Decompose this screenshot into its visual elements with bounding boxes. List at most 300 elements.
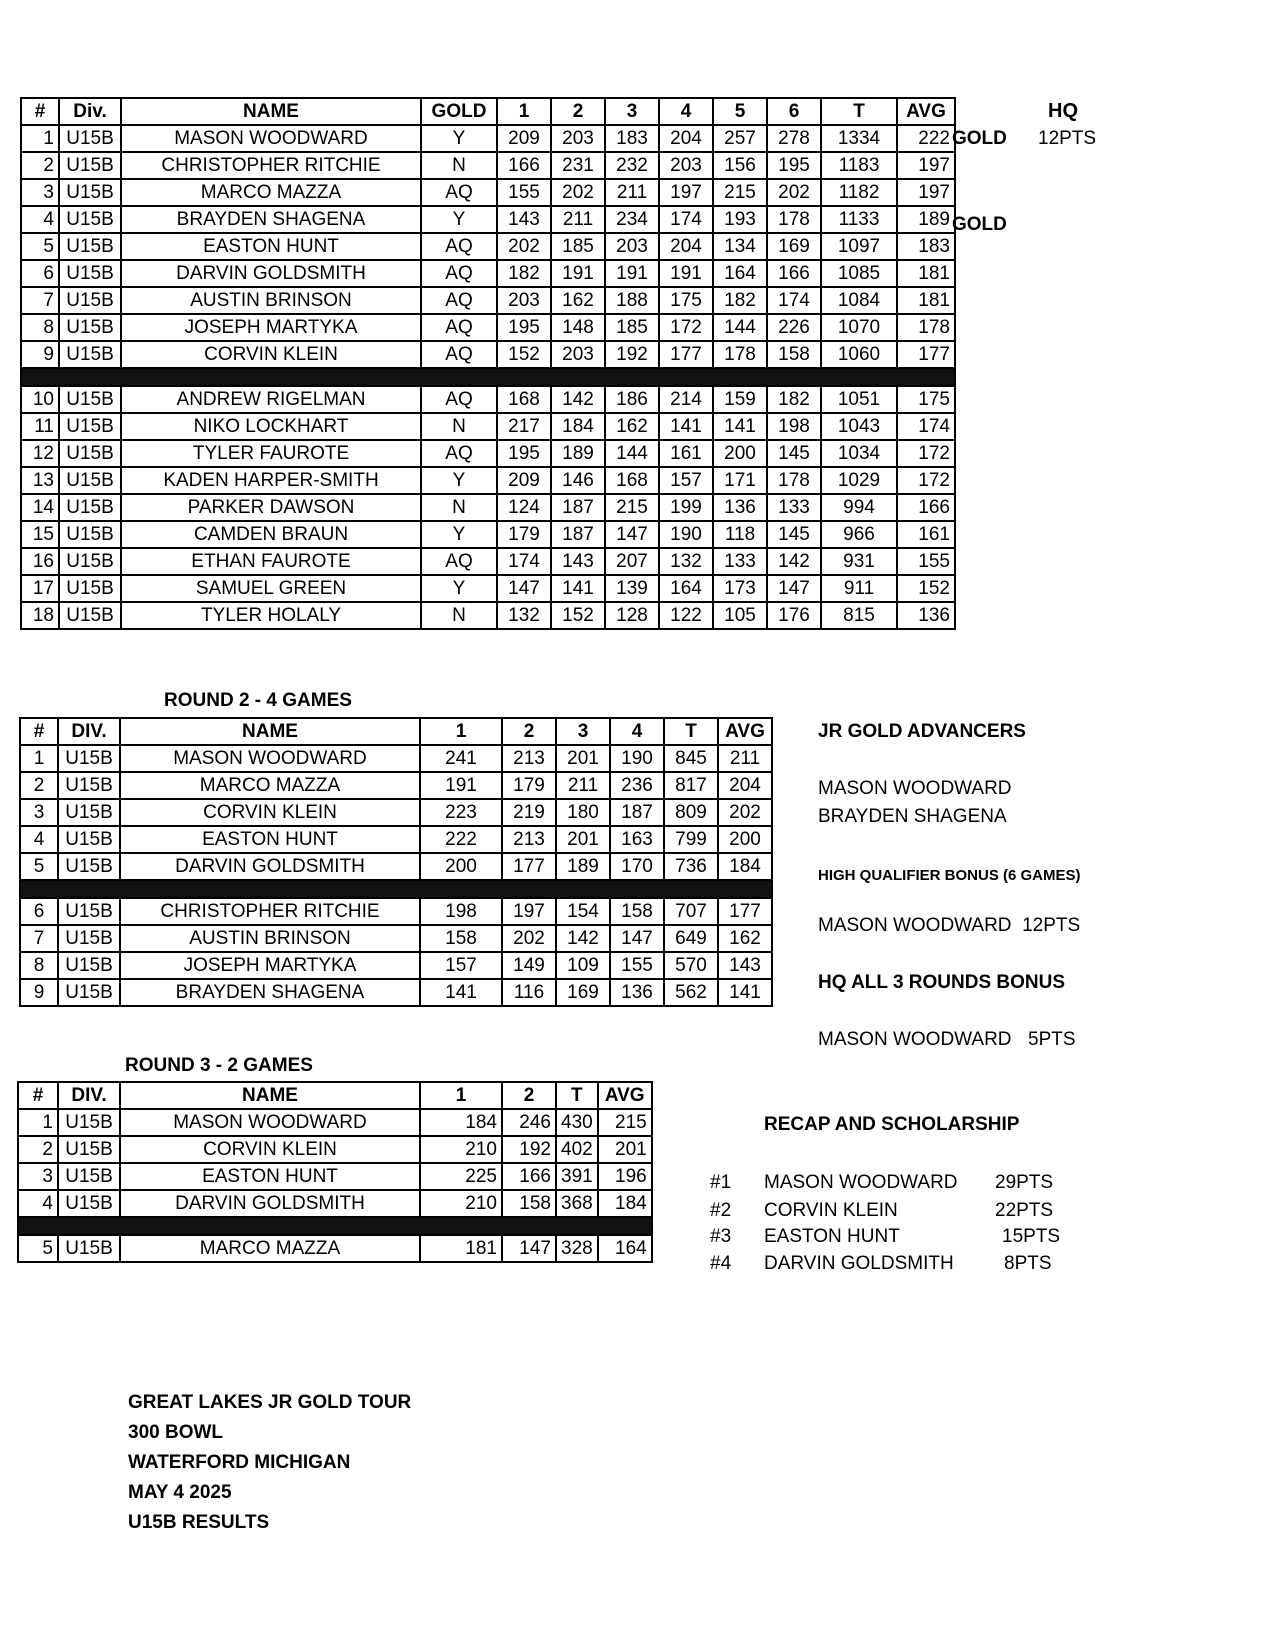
recap-rank-3: #3	[710, 1226, 732, 1247]
recap-rank-2: #2	[710, 1200, 732, 1221]
round1-cell: 1084	[821, 287, 897, 314]
round1-cell: Y	[421, 206, 497, 233]
round2-cell: U15B	[58, 979, 120, 1006]
round2-cell: 219	[502, 799, 556, 826]
round2-cell: 169	[556, 979, 610, 1006]
round1-cell: 190	[659, 521, 713, 548]
round2-col-header: AVG	[718, 718, 772, 745]
round1-cell: U15B	[59, 287, 121, 314]
round3-cell: 181	[420, 1235, 502, 1262]
round2-cell: 141	[420, 979, 502, 1006]
round3-col-header: DIV.	[58, 1082, 120, 1109]
round3-col-header: #	[18, 1082, 58, 1109]
round1-cell: U15B	[59, 548, 121, 575]
round2-cell: U15B	[58, 898, 120, 925]
round2-cell: 649	[664, 925, 718, 952]
round1-cell: AQ	[421, 548, 497, 575]
recap-name-4: DARVIN GOLDSMITH	[764, 1253, 954, 1274]
round1-cell: 1029	[821, 467, 897, 494]
round2-cell: 3	[20, 799, 58, 826]
round1-cell: 192	[605, 341, 659, 368]
round3-cell: 158	[502, 1190, 556, 1217]
round1-cell: AQ	[421, 233, 497, 260]
round3-cell: 225	[420, 1163, 502, 1190]
round1-cell: 174	[767, 287, 821, 314]
round2-cell: 5	[20, 853, 58, 880]
round1-cell: 231	[551, 152, 605, 179]
round2-cell: 2	[20, 772, 58, 799]
round2-cell: 179	[502, 772, 556, 799]
round1-cell: 9	[21, 341, 59, 368]
round1-cell: MARCO MAZZA	[121, 179, 421, 206]
round1-cell: U15B	[59, 521, 121, 548]
round1-cell: 139	[605, 575, 659, 602]
round2-cell: 201	[556, 745, 610, 772]
round1-row	[21, 287, 955, 314]
round1-cell: 136	[713, 494, 767, 521]
round1-cell: 911	[821, 575, 897, 602]
round1-cell: 222	[897, 125, 955, 152]
round2-cell: 162	[718, 925, 772, 952]
recap-pts-3: 15PTS	[1002, 1226, 1061, 1247]
round2-cell: 736	[664, 853, 718, 880]
round1-cell: 142	[551, 386, 605, 413]
round2-cell: U15B	[58, 799, 120, 826]
round2-cell: 202	[502, 925, 556, 952]
round2-cell: 201	[556, 826, 610, 853]
round1-cell: 200	[713, 440, 767, 467]
round1-cell: 1070	[821, 314, 897, 341]
round1-cell: CORVIN KLEIN	[121, 341, 421, 368]
round1-cell: 161	[897, 521, 955, 548]
footer-line-tour: GREAT LAKES JR GOLD TOUR	[128, 1392, 412, 1413]
round2-cell: 190	[610, 745, 664, 772]
round1-cell: N	[421, 602, 497, 629]
round1-cell: 161	[659, 440, 713, 467]
round1-cell: 136	[897, 602, 955, 629]
round2-cell: 163	[610, 826, 664, 853]
round1-cell: 217	[497, 413, 551, 440]
round3-cell: 4	[18, 1190, 58, 1217]
round1-cell: DARVIN GOLDSMITH	[121, 260, 421, 287]
round3-cell: CORVIN KLEIN	[120, 1136, 420, 1163]
round2-cell: U15B	[58, 853, 120, 880]
round1-cell: 191	[659, 260, 713, 287]
round1-cell: 1060	[821, 341, 897, 368]
round1-cell: 132	[497, 602, 551, 629]
round2-cell: 154	[556, 898, 610, 925]
round1-cell: 12	[21, 440, 59, 467]
round1-cell: 189	[897, 206, 955, 233]
round1-col-header: 5	[713, 98, 767, 125]
round1-cell: 172	[897, 467, 955, 494]
round1-cell: 175	[897, 386, 955, 413]
round1-cell: 203	[605, 233, 659, 260]
round1-cell: 143	[497, 206, 551, 233]
recap-title: RECAP AND SCHOLARSHIP	[764, 1114, 1020, 1135]
hq-all-pts: 5PTS	[1028, 1029, 1076, 1050]
round2-cell: 170	[610, 853, 664, 880]
round1-row	[21, 206, 955, 233]
round2-cell: 8	[20, 952, 58, 979]
round1-cell: AQ	[421, 314, 497, 341]
event-footer	[128, 1388, 411, 1538]
round2-cell: 4	[20, 826, 58, 853]
round1-cell: 16	[21, 548, 59, 575]
round1-cell: 11	[21, 413, 59, 440]
round1-cell: 8	[21, 314, 59, 341]
recap-name-1: MASON WOODWARD	[764, 1172, 958, 1193]
round2-cut-line	[20, 880, 772, 898]
round1-row	[21, 314, 955, 341]
round1-cell: 147	[605, 521, 659, 548]
round2-col-header: 4	[610, 718, 664, 745]
round1-col-header: T	[821, 98, 897, 125]
round1-cell: 1182	[821, 179, 897, 206]
round2-row	[20, 853, 772, 880]
round2-cell: 116	[502, 979, 556, 1006]
round1-cell: 185	[605, 314, 659, 341]
round1-col-header: 6	[767, 98, 821, 125]
round1-cell: 234	[605, 206, 659, 233]
round1-cell: 1043	[821, 413, 897, 440]
round1-cell: 105	[713, 602, 767, 629]
round3-col-header: T	[556, 1082, 598, 1109]
round1-cell: 1133	[821, 206, 897, 233]
round1-cell: CHRISTOPHER RITCHIE	[121, 152, 421, 179]
round2-cell: 143	[718, 952, 772, 979]
round2-cell: 213	[502, 826, 556, 853]
gold-label-row4: GOLD	[952, 214, 1007, 235]
round1-cell: 209	[497, 467, 551, 494]
round3-col-header: 2	[502, 1082, 556, 1109]
round2-col-header: DIV.	[58, 718, 120, 745]
round1-cell: U15B	[59, 467, 121, 494]
footer-line-location: WATERFORD MICHIGAN	[128, 1452, 351, 1473]
round2-header-row	[20, 718, 772, 745]
round3-body	[18, 1109, 652, 1262]
footer-line-results: U15B RESULTS	[128, 1512, 270, 1533]
round1-cell: 7	[21, 287, 59, 314]
round2-cell: JOSEPH MARTYKA	[120, 952, 420, 979]
round2-cell: 707	[664, 898, 718, 925]
round1-cell: 199	[659, 494, 713, 521]
round2-cell: U15B	[58, 745, 120, 772]
round3-cell: 166	[502, 1163, 556, 1190]
round2-cell: 177	[718, 898, 772, 925]
recap-pts-1: 29PTS	[995, 1172, 1054, 1193]
round2-cell: 1	[20, 745, 58, 772]
round1-row	[21, 440, 955, 467]
round1-cell: 1	[21, 125, 59, 152]
round1-row	[21, 413, 955, 440]
round1-cell: 181	[897, 260, 955, 287]
round1-cell: BRAYDEN SHAGENA	[121, 206, 421, 233]
round2-cell: U15B	[58, 952, 120, 979]
round1-cell: 174	[497, 548, 551, 575]
round1-cell: 15	[21, 521, 59, 548]
round1-cell: 179	[497, 521, 551, 548]
round2-cell: 177	[502, 853, 556, 880]
round2-row	[20, 979, 772, 1006]
round2-cell: AUSTIN BRINSON	[120, 925, 420, 952]
round1-col-header: AVG	[897, 98, 955, 125]
round1-cell: NIKO LOCKHART	[121, 413, 421, 440]
round2-col-header: T	[664, 718, 718, 745]
round1-cell: 5	[21, 233, 59, 260]
round1-cell: U15B	[59, 440, 121, 467]
round3-cell: 391	[556, 1163, 598, 1190]
round1-cell: CAMDEN BRAUN	[121, 521, 421, 548]
round1-cell: 211	[551, 206, 605, 233]
round2-cell: MARCO MAZZA	[120, 772, 420, 799]
round1-cell: 182	[767, 386, 821, 413]
round1-cell: 226	[767, 314, 821, 341]
round3-cell: 402	[556, 1136, 598, 1163]
round3-cell: 3	[18, 1163, 58, 1190]
round3-header-row	[18, 1082, 652, 1109]
round3-cell: DARVIN GOLDSMITH	[120, 1190, 420, 1217]
round2-row	[20, 745, 772, 772]
round3-col-header: 1	[420, 1082, 502, 1109]
round2-cell: CHRISTOPHER RITCHIE	[120, 898, 420, 925]
round1-cell: 188	[605, 287, 659, 314]
round1-col-header: 2	[551, 98, 605, 125]
round1-cell: 203	[551, 125, 605, 152]
round1-cell: 144	[605, 440, 659, 467]
round2-title: ROUND 2 - 4 GAMES	[164, 690, 352, 711]
round3-cell: MARCO MAZZA	[120, 1235, 420, 1262]
round1-cell: 181	[897, 287, 955, 314]
round1-cell: 148	[551, 314, 605, 341]
round1-cell: 162	[605, 413, 659, 440]
round3-cell: U15B	[58, 1190, 120, 1217]
round1-cell: U15B	[59, 206, 121, 233]
round2-cell: 197	[502, 898, 556, 925]
round1-col-header: 1	[497, 98, 551, 125]
round1-cell: 152	[497, 341, 551, 368]
round2-cell: 223	[420, 799, 502, 826]
round3-cell: 246	[502, 1109, 556, 1136]
round1-cell: 172	[897, 440, 955, 467]
recap-name-2: CORVIN KLEIN	[764, 1200, 898, 1221]
round2-cell: 222	[420, 826, 502, 853]
round1-cell: 174	[659, 206, 713, 233]
round3-table	[17, 1081, 653, 1263]
round1-cell: 166	[767, 260, 821, 287]
round2-cut-bar	[20, 880, 772, 898]
round2-row	[20, 826, 772, 853]
round1-row	[21, 386, 955, 413]
round1-cell: 815	[821, 602, 897, 629]
round1-cell: 214	[659, 386, 713, 413]
round2-cell: 845	[664, 745, 718, 772]
round1-cell: U15B	[59, 179, 121, 206]
round2-cell: 180	[556, 799, 610, 826]
round1-row	[21, 494, 955, 521]
round2-cell: 147	[610, 925, 664, 952]
round2-cell: MASON WOODWARD	[120, 745, 420, 772]
round2-col-header: 3	[556, 718, 610, 745]
round1-cell: 168	[497, 386, 551, 413]
round1-cell: 1051	[821, 386, 897, 413]
round1-cell: 195	[497, 440, 551, 467]
round2-cell: U15B	[58, 826, 120, 853]
round3-row	[18, 1235, 652, 1262]
round1-cell: 147	[767, 575, 821, 602]
round2-cell: 236	[610, 772, 664, 799]
round1-cell: 211	[605, 179, 659, 206]
round1-cell: U15B	[59, 386, 121, 413]
round1-cell: 215	[713, 179, 767, 206]
round1-cell: 172	[659, 314, 713, 341]
round1-cell: 164	[713, 260, 767, 287]
round3-cell: 430	[556, 1109, 598, 1136]
round1-cell: 171	[713, 467, 767, 494]
round1-cell: 141	[713, 413, 767, 440]
round1-cell: 122	[659, 602, 713, 629]
round1-cell: 146	[551, 467, 605, 494]
round1-cell: 169	[767, 233, 821, 260]
round1-cut-line	[21, 368, 955, 386]
round1-cell: AUSTIN BRINSON	[121, 287, 421, 314]
advancers-title: JR GOLD ADVANCERS	[818, 721, 1026, 742]
round1-cell: 189	[551, 440, 605, 467]
round1-cell: N	[421, 494, 497, 521]
round3-cell: 210	[420, 1190, 502, 1217]
round3-cell: 192	[502, 1136, 556, 1163]
round1-cell: U15B	[59, 341, 121, 368]
round3-cut-bar	[18, 1217, 652, 1235]
advancer-2: BRAYDEN SHAGENA	[818, 806, 1007, 827]
round1-cell: 173	[713, 575, 767, 602]
round1-cell: KADEN HARPER-SMITH	[121, 467, 421, 494]
round1-cell: AQ	[421, 287, 497, 314]
round3-cell: 368	[556, 1190, 598, 1217]
round1-row	[21, 179, 955, 206]
round3-row	[18, 1136, 652, 1163]
round1-cell: 142	[767, 548, 821, 575]
round2-cell: 158	[420, 925, 502, 952]
round1-cell: 182	[497, 260, 551, 287]
recap-pts-2: 22PTS	[995, 1200, 1054, 1221]
round1-cell: 164	[659, 575, 713, 602]
recap-rank-1: #1	[710, 1172, 732, 1193]
round1-cell: 166	[497, 152, 551, 179]
round1-cell: 197	[897, 152, 955, 179]
round1-cell: 183	[605, 125, 659, 152]
round1-cell: 182	[713, 287, 767, 314]
round1-cell: 133	[713, 548, 767, 575]
round1-cell: 197	[659, 179, 713, 206]
round1-cell: 3	[21, 179, 59, 206]
round1-cell: 141	[659, 413, 713, 440]
round2-cell: 570	[664, 952, 718, 979]
round1-cell: 18	[21, 602, 59, 629]
round1-cell: 178	[713, 341, 767, 368]
round1-cell: 6	[21, 260, 59, 287]
round1-cell: 202	[497, 233, 551, 260]
hq-all-name: MASON WOODWARD	[818, 1029, 1012, 1050]
round2-row	[20, 799, 772, 826]
round1-cell: U15B	[59, 602, 121, 629]
round2-cell: 799	[664, 826, 718, 853]
round1-cell: U15B	[59, 152, 121, 179]
round2-cell: 9	[20, 979, 58, 1006]
round1-cell: TYLER FAUROTE	[121, 440, 421, 467]
round1-cell: 134	[713, 233, 767, 260]
round2-cell: BRAYDEN SHAGENA	[120, 979, 420, 1006]
round2-cell: 200	[718, 826, 772, 853]
round3-cell: 147	[502, 1235, 556, 1262]
round1-cell: 13	[21, 467, 59, 494]
round1-row	[21, 341, 955, 368]
round1-cell: U15B	[59, 314, 121, 341]
round1-cell: 174	[897, 413, 955, 440]
round1-cell: 931	[821, 548, 897, 575]
round2-cell: 158	[610, 898, 664, 925]
round2-cell: 562	[664, 979, 718, 1006]
round1-cell: SAMUEL GREEN	[121, 575, 421, 602]
round2-cell: 187	[610, 799, 664, 826]
round1-cell: 158	[767, 341, 821, 368]
round1-cell: 156	[713, 152, 767, 179]
round1-cell: 195	[497, 314, 551, 341]
round1-cell: 168	[605, 467, 659, 494]
round3-cell: 1	[18, 1109, 58, 1136]
round1-cell: TYLER HOLALY	[121, 602, 421, 629]
round1-cell: 1183	[821, 152, 897, 179]
round1-col-header: Div.	[59, 98, 121, 125]
round1-cell: 204	[659, 233, 713, 260]
round1-cell: 133	[767, 494, 821, 521]
round1-cell: N	[421, 152, 497, 179]
round3-cell: 184	[420, 1109, 502, 1136]
round1-cell: 203	[551, 341, 605, 368]
round1-cell: 178	[767, 206, 821, 233]
round1-row	[21, 548, 955, 575]
round1-cell: ANDREW RIGELMAN	[121, 386, 421, 413]
hq-all-title: HQ ALL 3 ROUNDS BONUS	[818, 972, 1066, 993]
round2-row	[20, 898, 772, 925]
round3-cell: 201	[598, 1136, 652, 1163]
round2-cell: 817	[664, 772, 718, 799]
round1-cell: AQ	[421, 260, 497, 287]
round1-cell: 1034	[821, 440, 897, 467]
round1-cell: 202	[551, 179, 605, 206]
round1-cell: 17	[21, 575, 59, 602]
round1-cell: Y	[421, 575, 497, 602]
round2-cell: 211	[556, 772, 610, 799]
round2-cell: 141	[718, 979, 772, 1006]
round1-cell: 141	[551, 575, 605, 602]
round1-cell: 124	[497, 494, 551, 521]
round1-row	[21, 152, 955, 179]
round1-cell: 152	[897, 575, 955, 602]
round2-cell: 157	[420, 952, 502, 979]
round1-cell: U15B	[59, 233, 121, 260]
round1-cell: 193	[713, 206, 767, 233]
round2-cell: 155	[610, 952, 664, 979]
round3-cell: MASON WOODWARD	[120, 1109, 420, 1136]
round1-cell: 143	[551, 548, 605, 575]
round1-cell: 257	[713, 125, 767, 152]
round1-cell: 175	[659, 287, 713, 314]
footer-line-venue: 300 BOWL	[128, 1422, 224, 1443]
round1-cell: 10	[21, 386, 59, 413]
round1-col-header: 4	[659, 98, 713, 125]
round3-cut-line	[18, 1217, 652, 1235]
